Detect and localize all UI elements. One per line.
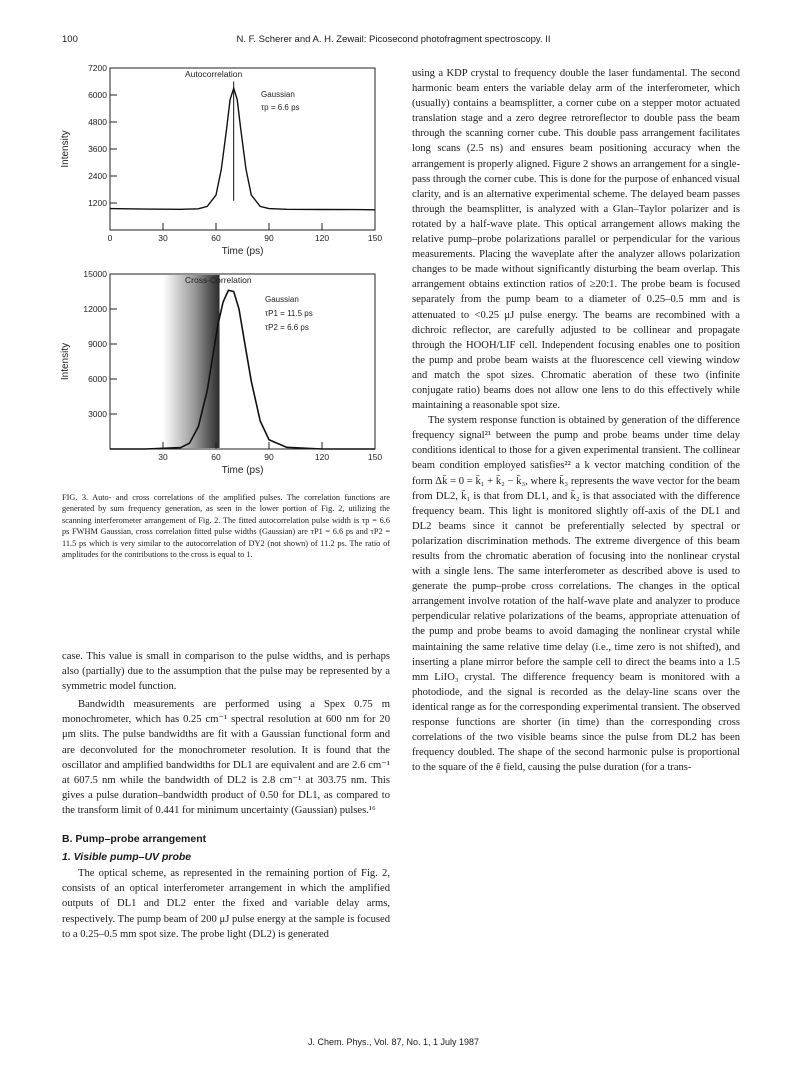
autocorrelation-title: Autocorrelation — [185, 69, 243, 79]
autocorrelation-xlabel: Time (ps) — [221, 246, 264, 257]
x-tick-label: 150 — [367, 233, 383, 243]
y-tick-label: 7200 — [88, 63, 107, 73]
autocorrelation-plot-frame — [110, 68, 375, 230]
paragraph: using a KDP crystal to frequency double the laser fundamental. The second harmonic beam enters the variable delay arm of the interferometer, which (usually) contains a beamsplitter, a corner cube on a stepper motor actuated translation stage and a zero degree retroreflector to double pass the beam through the scanning corner cube. This double pass arrangement facilitates long scans (2.5 ns) and ensures beam positioning accuracy when the arrangement is properly aligned. Figure 2 shows an arrangement for a single-pass through the corner cube. This is done for the purpose of enhanced visual clarity, and is an alternative experimental scheme. The delayed beam passes through the beamsplitter, is analyzed with a Glan–Taylor polarizer and is rotated by a half-wave plate. This optical arrangement allows making the relative pump–probe polarizations parallel or perpendicular for the various measurements. Placing the waveplate after the analyzer allows polarization changes to be made without significantly disturbing the beam overlap. This arrangement obtains extinction ratios of ≥20:1. The probe beam is focused separately from the pump beam to a diameter of 0.25–0.5 mm and is attenuated to <0.25 μJ pulse energy. The beams are recombined with a dichroic reflector, are carefully adjusted to be collinear and propagate through the HOOH/LIF cell. Independent focusing enables one to position the pump and probe beam waists at the fluorescence cell viewing window and match the spot sizes. Chromatic aberation of these two (infinite conjugate ratio) beams does not allow one lens to do this effectively while maintaining a reasonable spot size. — [412, 68, 740, 412]
cross-correlation-title: Cross-Correlation — [185, 275, 252, 285]
figure-3 — [55, 52, 385, 477]
cross-correlation-fit-label: Gaussian — [265, 295, 299, 304]
cross-correlation-plot-frame — [110, 274, 375, 449]
x-tick-label: 120 — [314, 452, 330, 462]
y-tick-label: 3600 — [88, 144, 107, 154]
cross-correlation-trace — [110, 290, 375, 449]
y-tick-label: 3000 — [88, 409, 107, 419]
page-number: 100 — [62, 34, 78, 45]
y-tick-label: 2400 — [88, 171, 107, 181]
subsection-heading: 1. Visible pump–UV probe — [62, 851, 192, 864]
cross-correlation-xlabel: Time (ps) — [221, 465, 264, 476]
autocorrelation-fit-param: τp = 6.6 ps — [261, 103, 300, 112]
x-tick-label: 60 — [211, 233, 221, 243]
y-tick-label: 6000 — [88, 374, 107, 384]
x-tick-label: 30 — [158, 233, 168, 243]
autocorrelation-fit-label: Gaussian — [261, 90, 295, 99]
y-tick-label: 4800 — [88, 117, 107, 127]
x-tick-label: 30 — [158, 452, 168, 462]
y-tick-label: 12000 — [83, 304, 107, 314]
x-tick-label: 0 — [107, 233, 113, 243]
paragraph: The system response function is obtained by generation of the difference frequency signal²¹ between the pump and probe beams under time delay conditions identical to those for a given experimental transient. The collinear beam condition employed satisfies²² a k vector matching condition of the form Δk̄ = 0 = k̄₁ + k̄₂ − k̄₃, where k̄₃ represents the wave vector for the beam from DL2, k̄₁ is that from DL1, and k̄₂ is that associated with the difference frequency beam. This light is monitored slightly off-axis of the DL1 and DL2 beams since it cannot be preferentially selected by spectral or polarization discrimination methods. The extreme divergence of this beam results from the chromatic aberation of focusing into the nonlinear crystal with a single lens. The same interferometer as described above is used to generate the pump–probe cross correlations. The changes in the optical arrangement involve rotation of the half-wave plate and analyzer to produce perpendicular relative polarizations of the beams, appropriate attenuation of the pump and probe beams to avoid damaging the nonlinear crystal while maintaining the same relative time delay (i.e., time zero is not shifted), and inserting a plane mirror before the sample cell to direct the beams into a 1.5 mm LiIO₃ crystal. The difference frequency beam is monitored with a photodiode, and the signal is recorded as the delay-line scans over the identical range as for the corresponding experimental transient. The observed response functions are shorter (in time) than the corresponding cross correlations of the two visible beams since the pulse from DL2 has been frequency doubled. The shape of the second harmonic pulse is proportional to the square of the ê field, causing the pulse duration (for a trans- — [412, 415, 740, 774]
cross-correlation-fit-param-1: τP1 = 11.5 ps — [265, 309, 313, 318]
autocorrelation-chart — [60, 63, 382, 257]
x-tick-label: 150 — [367, 452, 383, 462]
cross-correlation-fit-param-2: τP2 = 6.6 ps — [265, 323, 309, 332]
cross-correlation-shading — [163, 275, 220, 448]
x-tick-label: 60 — [211, 452, 221, 462]
section-heading: B. Pump–probe arrangement — [62, 833, 207, 846]
y-tick-label: 9000 — [88, 339, 107, 349]
paragraph: Bandwidth measurements are performed using a Spex 0.75 m monochrometer, which has 0.25 cm⁻¹ spectral resolution at 600 nm for 20 μm slits. The pulse bandwidths are fit with a Gaussian functional form and are deconvoluted for the monochrometer resolution. It is found that the oscillator and amplified bandwidths for DL1 are equivalent and are 2.6 cm⁻¹ at 607.5 nm while the bandwidth of DL2 is 2.8 cm⁻¹ at 303.75 nm. This gives a pulse duration–bandwidth product of 0.50 for DL1, as compared to the transform limit of 0.441 for minimum uncertainty (Gaussian) pulses.¹⁶ — [62, 699, 390, 816]
cross-correlation-chart — [60, 269, 382, 476]
x-tick-label: 90 — [264, 452, 274, 462]
left-column — [62, 649, 390, 942]
figure-caption — [62, 492, 390, 560]
figure-caption-text: FIG. 3. Auto- and cross correlations of the amplified pulses. The correlation functions are generated by sum frequency generation, as seen in the lower portion of Fig. 2, utilizing the scanning interferometer arrangement of Fig. 2. The fitted autocorrelation pulse width is τp = 6.6 ps FWHM Gaussian, cross correlation fitted pulse widths (Gaussian) are τP1 = 6.6 ps and τP2 = 11.5 ps which is very similar to the autocorrelation of DY2 (not shown) of 11.2 ps. The ratio of amplitudes for the contributions to the cross is equal to 1. — [62, 493, 390, 560]
autocorrelation-ylabel: Intensity — [60, 130, 71, 168]
paragraph: case. This value is small in comparison to the pulse widths, and is perhaps also (partially) due to the assumption that the pulse may be represented by a symmetric model function. — [62, 651, 390, 693]
y-tick-label: 15000 — [83, 269, 107, 279]
right-column — [412, 66, 740, 775]
autocorrelation-trace — [110, 88, 375, 210]
journal-footer: J. Chem. Phys., Vol. 87, No. 1, 1 July 1987 — [307, 1037, 480, 1047]
y-tick-label: 6000 — [88, 90, 107, 100]
x-tick-label: 120 — [314, 233, 330, 243]
x-tick-label: 90 — [264, 233, 274, 243]
y-tick-label: 1200 — [88, 198, 107, 208]
cross-correlation-ylabel: Intensity — [60, 342, 71, 381]
paragraph: The optical scheme, as represented in the remaining portion of Fig. 2, consists of an optical interferometer arrangement in which the amplified outputs of DL1 and DL2 enter the fixed and variable delay arms, respectively. The pump beam of 200 μJ pulse energy at the sample is focused to a 0.25–0.5 mm spot size. The probe light (DL2) is generated — [62, 868, 390, 940]
running-title: N. F. Scherer and A. H. Zewail: Picosecond photofragment spectroscopy. II — [236, 34, 551, 45]
